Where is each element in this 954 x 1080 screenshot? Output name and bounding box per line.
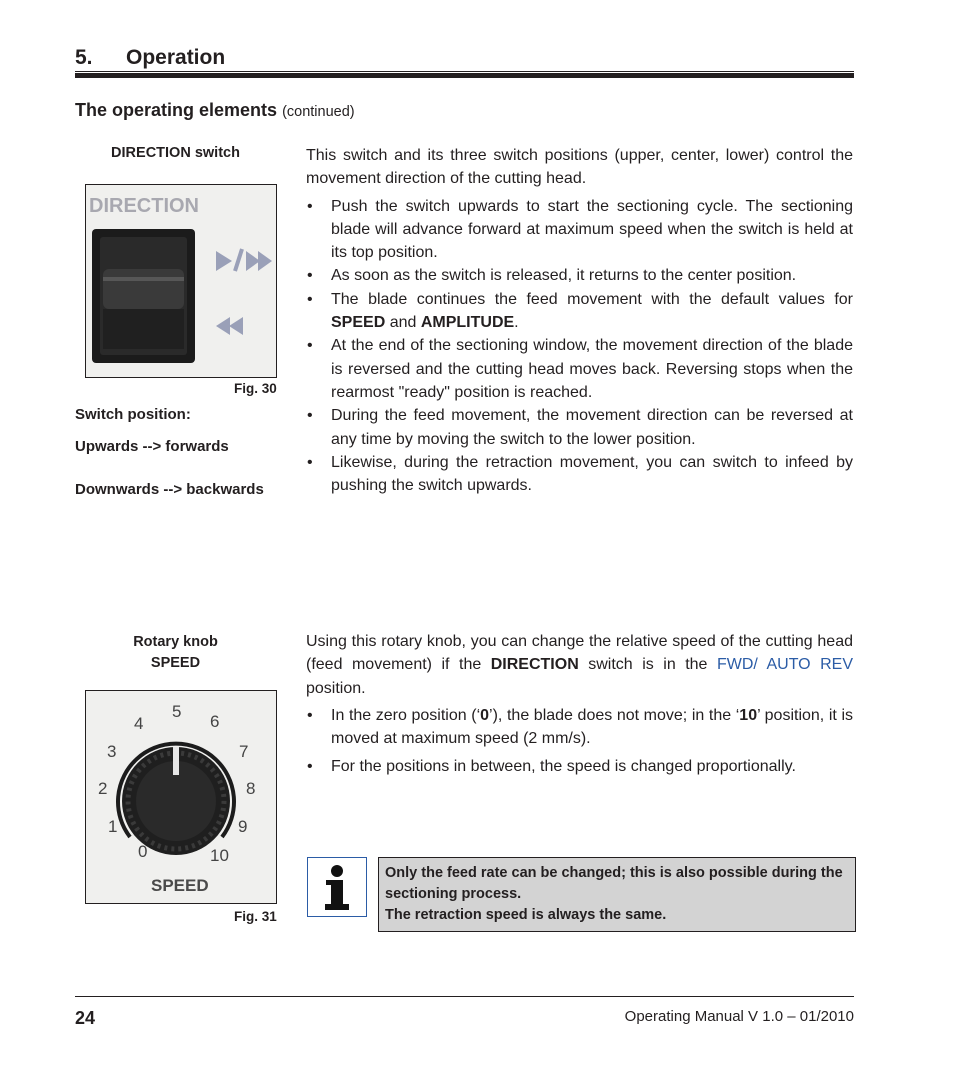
speed-intro-mid: switch is in the <box>578 656 717 674</box>
fwd-auto-rev-link[interactable]: FWD/ AUTO REV <box>716 656 854 674</box>
dial-9: 9 <box>238 817 248 836</box>
info-glyph <box>308 858 366 916</box>
speed-bullet-1-b: ’), the blade does not move; in the ‘ <box>489 706 740 724</box>
speed-term: SPEED <box>331 314 386 332</box>
direction-bullet-5: • During the feed movement, the movement direction can be reversed at any time by moving the switch to the lower position. <box>306 404 853 451</box>
fig-30-label: Fig. 30 <box>234 381 277 396</box>
upwards-label: Upwards --> forwards <box>75 438 229 455</box>
direction-bullet-2: • As soon as the switch is released, it returns to the center position. <box>306 264 853 287</box>
speed-bullet-1 <box>306 704 853 751</box>
dial-3: 3 <box>107 742 117 761</box>
direction-bullet-1: • Push the switch upwards to start the sectioning cycle. The sectioning blade will advance forward at maximum speed when the switch is held at its top position. <box>306 195 853 265</box>
footer-text: Operating Manual V 1.0 – 01/2010 <box>624 1008 854 1025</box>
dial-10: 10 <box>210 846 229 865</box>
dial-6: 6 <box>210 712 220 731</box>
direction-bullet-4: • At the end of the sectioning window, the movement direction of the blade is reversed and the cutting head moves back. Reversing stops when the rearmost "ready" position is reached. <box>306 334 853 404</box>
bullet-3-end: . <box>514 314 519 332</box>
info-icon <box>307 857 367 917</box>
direction-bullet-3 <box>306 288 853 335</box>
header-rule-thin <box>75 71 854 72</box>
direction-switch-photo <box>85 184 277 378</box>
direction-bullet-6: • Likewise, during the retraction movement, you can switch to infeed by pushing the switch upwards. <box>306 451 853 498</box>
dial-2: 2 <box>98 779 108 798</box>
bullet-3-and: and <box>385 314 421 332</box>
speed-caption <box>85 632 266 674</box>
note-line-1: Only the feed rate can be changed; this is also possible during the sectioning process. <box>385 865 843 902</box>
section-number: 5. <box>75 46 93 69</box>
direction-photo-label: DIRECTION <box>89 195 199 217</box>
direction-description <box>306 144 853 497</box>
dial-0: 0 <box>138 842 148 861</box>
speed-bullet-list <box>306 704 853 779</box>
dial-5: 5 <box>172 702 182 721</box>
zero-term: 0 <box>480 706 490 724</box>
bullet-3-text: The blade continues the feed movement with the default values for <box>331 290 853 308</box>
switch-position-label: Switch position: <box>75 406 191 423</box>
direction-term: DIRECTION <box>490 656 579 674</box>
speed-bullet-1-c: ’ position, it is moved at maximum speed (2 mm/s). <box>331 706 853 748</box>
speed-intro-text: Using this rotary knob, you can change the relative speed of the cutting head (feed movement) if the <box>306 633 853 674</box>
speed-caption-line-1: Rotary knob <box>133 634 218 650</box>
direction-switch-illustration <box>86 185 276 377</box>
info-note <box>378 857 856 932</box>
fig-31-label: Fig. 31 <box>234 909 277 924</box>
dial-4: 4 <box>134 714 144 733</box>
speed-bullet-2: • For the positions in between, the speed is changed proportionally. <box>306 755 853 778</box>
dial-8: 8 <box>246 779 256 798</box>
footer-rule <box>75 996 854 997</box>
dial-7: 7 <box>239 742 249 761</box>
speed-knob-photo <box>85 690 277 904</box>
ten-term: 10 <box>739 706 758 724</box>
direction-caption: DIRECTION switch <box>111 145 240 161</box>
page-number: 24 <box>75 1008 96 1028</box>
heading-continued: (continued) <box>282 104 355 120</box>
dial-1: 1 <box>108 817 118 836</box>
amplitude-term: AMPLITUDE <box>420 314 515 332</box>
speed-intro <box>306 630 853 700</box>
page-heading <box>75 100 355 121</box>
downwards-label: Downwards --> backwards <box>75 481 264 498</box>
speed-caption-line-2: SPEED <box>150 655 201 671</box>
direction-bullet-list <box>306 195 853 498</box>
speed-photo-label: SPEED <box>151 876 209 895</box>
speed-knob-illustration <box>86 691 276 903</box>
speed-intro-end: position. <box>306 679 366 697</box>
direction-intro: This switch and its three switch positions (upper, center, lower) control the movement direction of the cutting head. <box>306 147 853 188</box>
speed-bullet-1-a: In the zero position (‘ <box>331 706 481 724</box>
section-title: Operation <box>126 46 226 69</box>
speed-description <box>306 630 853 779</box>
heading-main: The operating elements <box>75 100 278 120</box>
header-rule <box>75 73 854 78</box>
note-line-2: The retraction speed is always the same. <box>385 907 667 923</box>
